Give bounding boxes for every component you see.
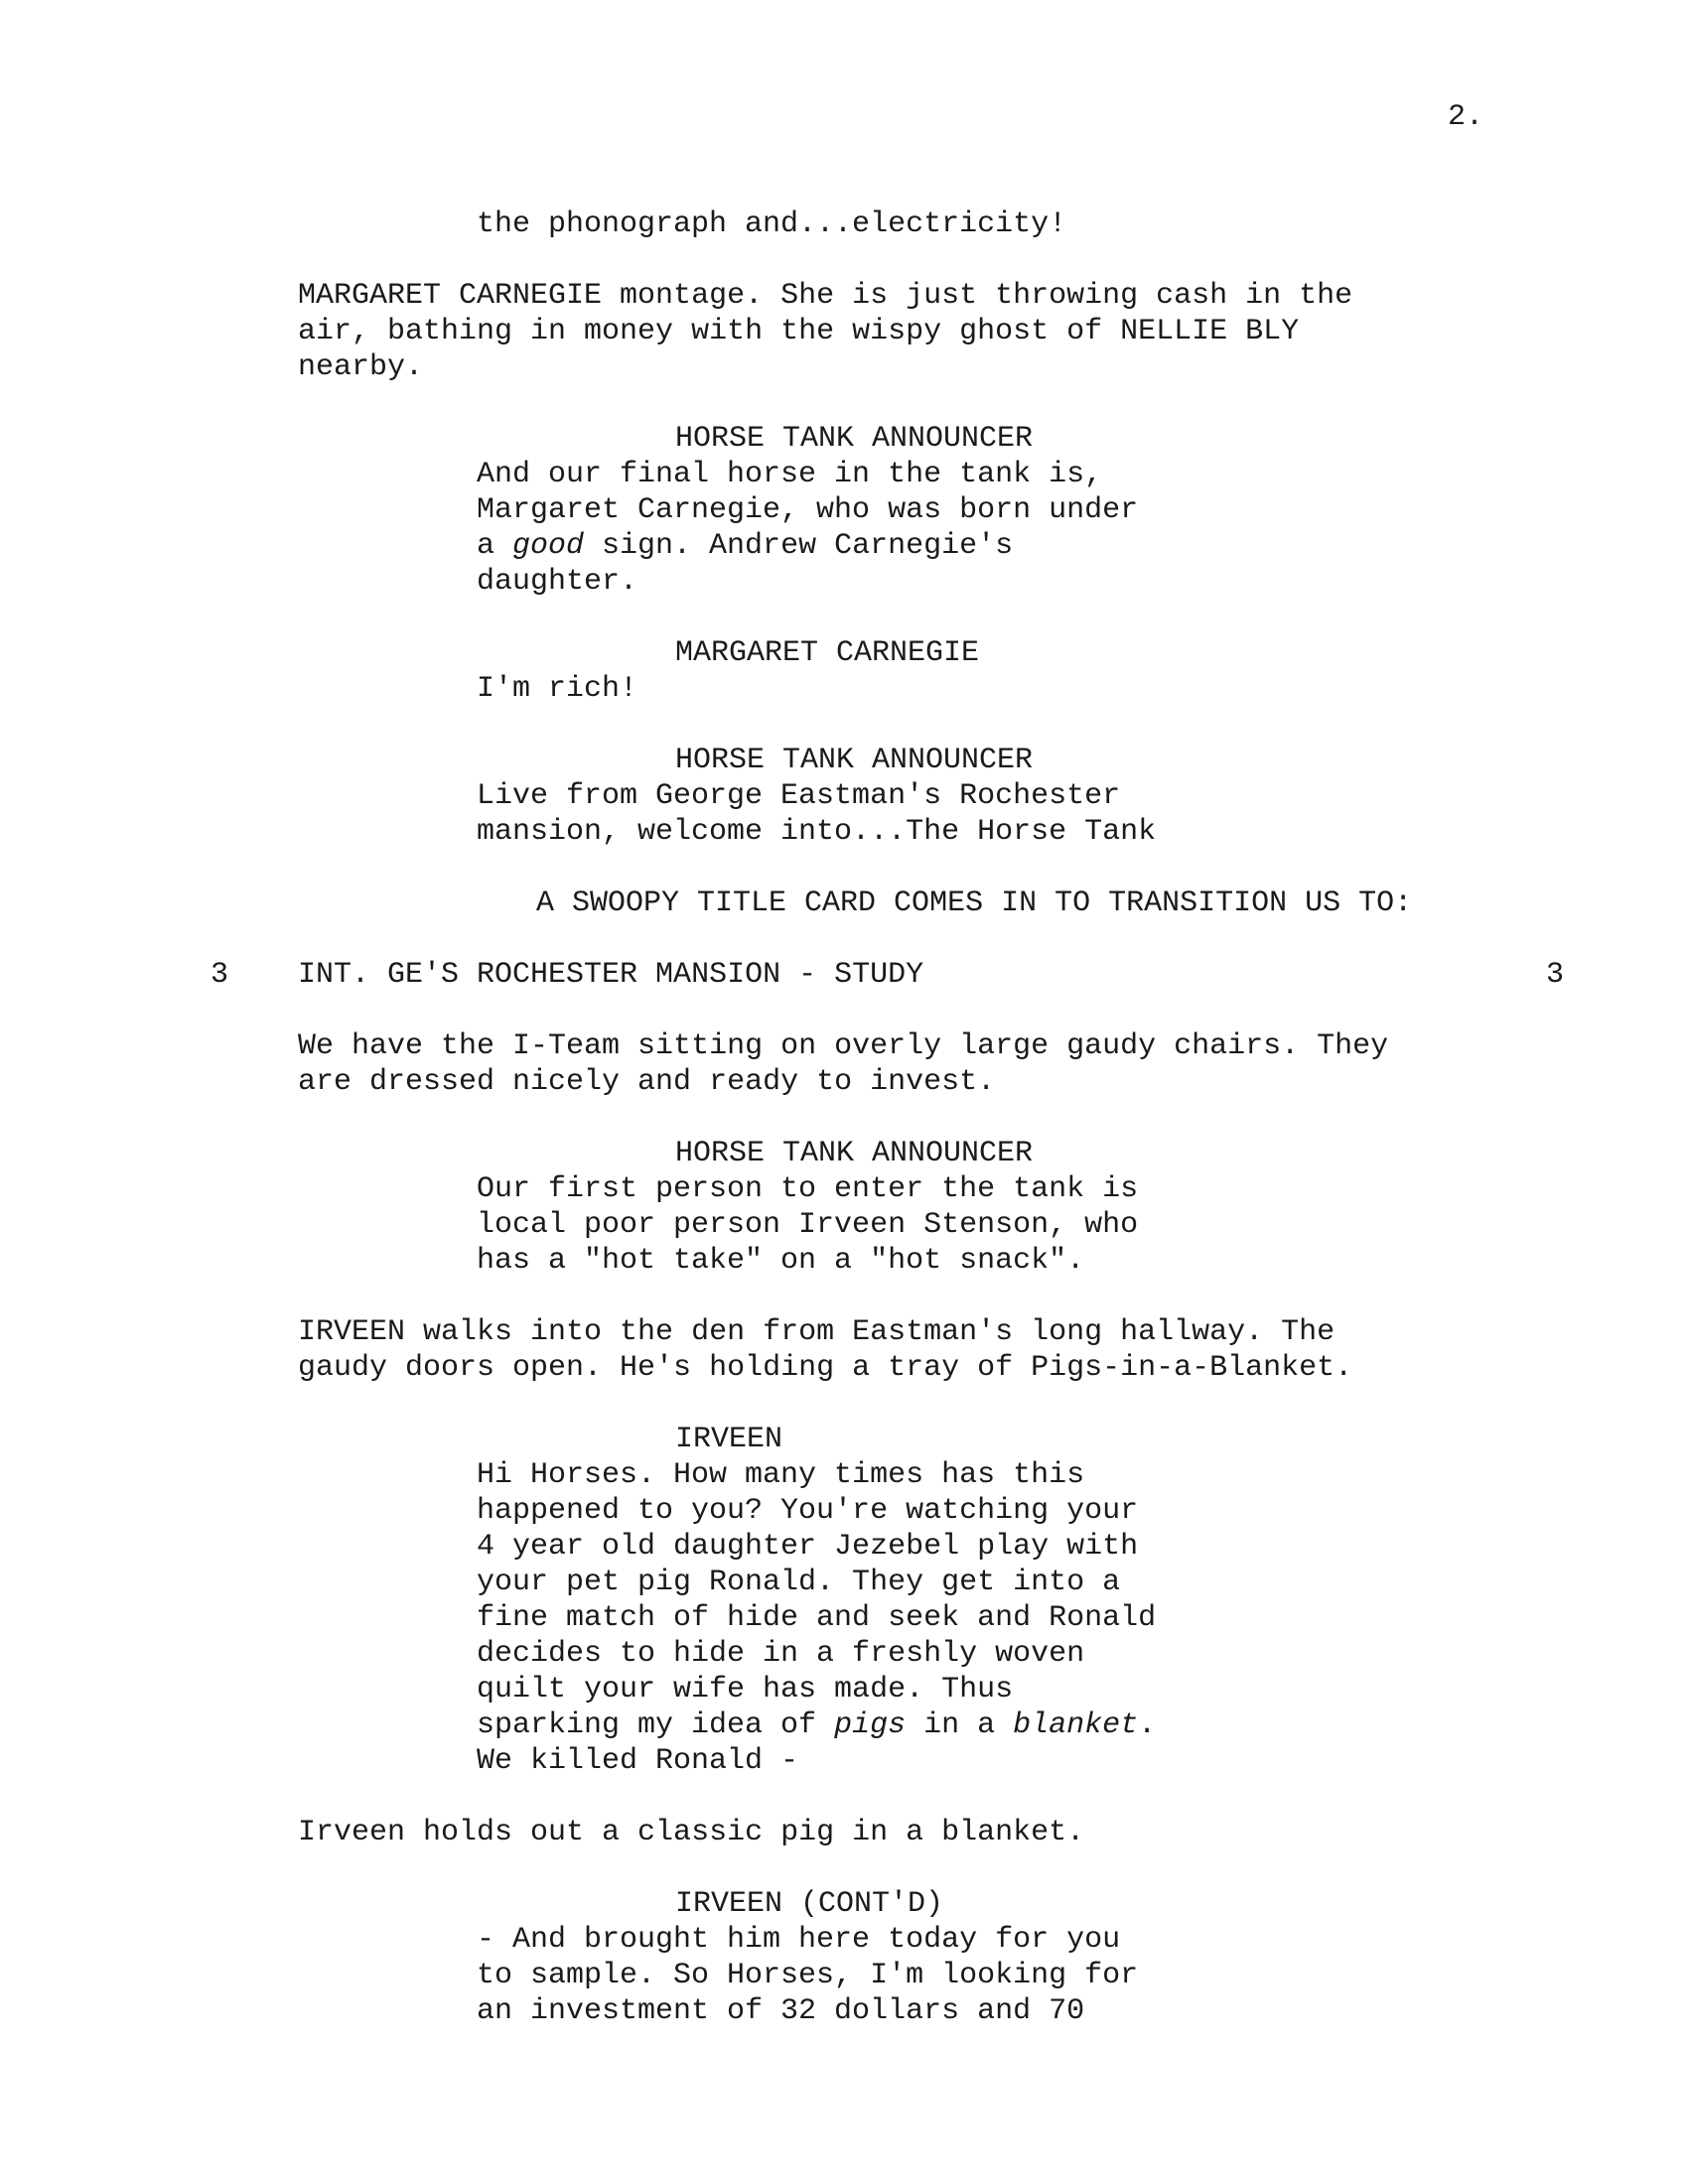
dialogue-text: . <box>1138 1708 1157 1742</box>
action-line: IRVEEN walks into the den from Eastman's long hallway. The <box>298 1315 1336 1349</box>
dialogue-line <box>477 1707 1156 1743</box>
dialogue-line <box>477 528 1013 564</box>
dialogue-line: - And brought him here today for you <box>477 1923 1121 1957</box>
dialogue-line: the phonograph and...electricity! <box>477 207 1067 241</box>
dialogue-text: in a <box>906 1708 1014 1742</box>
dialogue-line: has a "hot take" on a "hot snack". <box>477 1244 1085 1278</box>
dialogue-line: happened to you? You're watching your <box>477 1494 1139 1528</box>
dialogue-line: daughter. <box>477 565 638 599</box>
scene-number-right: 3 <box>1546 958 1565 992</box>
dialogue-line: quilt your wife has made. Thus <box>477 1673 1014 1706</box>
action-line: are dressed nicely and ready to invest. <box>298 1065 996 1099</box>
action-line: Irveen holds out a classic pig in a blanket. <box>298 1816 1085 1849</box>
dialogue-line: I'm rich! <box>477 672 638 706</box>
dialogue-text: a <box>477 529 513 563</box>
character-name: IRVEEN (CONT'D) <box>675 1887 944 1921</box>
character-name: HORSE TANK ANNOUNCER <box>675 422 1034 456</box>
dialogue-line: decides to hide in a freshly woven <box>477 1637 1085 1671</box>
character-name: IRVEEN <box>675 1423 783 1456</box>
action-line: nearby. <box>298 350 424 384</box>
page-number: 2. <box>1448 100 1484 134</box>
action-line: MARGARET CARNEGIE montage. She is just throwing cash in the <box>298 279 1353 313</box>
scene-number-left: 3 <box>211 958 229 992</box>
dialogue-line: to sample. So Horses, I'm looking for <box>477 1959 1139 1992</box>
emphasis-text: blanket <box>1013 1708 1139 1742</box>
emphasis-text: pigs <box>834 1708 907 1742</box>
dialogue-line: 4 year old daughter Jezebel play with <box>477 1530 1139 1564</box>
dialogue-line: Hi Horses. How many times has this <box>477 1458 1085 1492</box>
dialogue-line: your pet pig Ronald. They get into a <box>477 1566 1121 1599</box>
dialogue-line: Our first person to enter the tank is <box>477 1172 1139 1206</box>
scene-heading: INT. GE'S ROCHESTER MANSION - STUDY <box>298 958 924 992</box>
dialogue-text: sign. Andrew Carnegie's <box>584 529 1014 563</box>
emphasis-text: good <box>512 529 585 563</box>
dialogue-line: Margaret Carnegie, who was born under <box>477 493 1139 527</box>
dialogue-text: sparking my idea of <box>477 1708 835 1742</box>
character-name: MARGARET CARNEGIE <box>675 636 980 670</box>
action-line: gaudy doors open. He's holding a tray of Pigs-in-a-Blanket. <box>298 1351 1353 1385</box>
dialogue-line: We killed Ronald - <box>477 1744 799 1778</box>
action-line: air, bathing in money with the wispy ghost of NELLIE BLY <box>298 315 1300 348</box>
transition: A SWOOPY TITLE CARD COMES IN TO TRANSITION US TO: <box>536 887 1413 920</box>
dialogue-line: mansion, welcome into...The Horse Tank <box>477 815 1157 849</box>
dialogue-line: And our final horse in the tank is, <box>477 458 1103 491</box>
action-line: We have the I-Team sitting on overly large gaudy chairs. They <box>298 1029 1389 1063</box>
character-name: HORSE TANK ANNOUNCER <box>675 1137 1034 1170</box>
dialogue-line: fine match of hide and seek and Ronald <box>477 1601 1157 1635</box>
dialogue-line: local poor person Irveen Stenson, who <box>477 1208 1139 1242</box>
dialogue-line: an investment of 32 dollars and 70 <box>477 1994 1085 2028</box>
dialogue-line: Live from George Eastman's Rochester <box>477 779 1121 813</box>
character-name: HORSE TANK ANNOUNCER <box>675 744 1034 777</box>
